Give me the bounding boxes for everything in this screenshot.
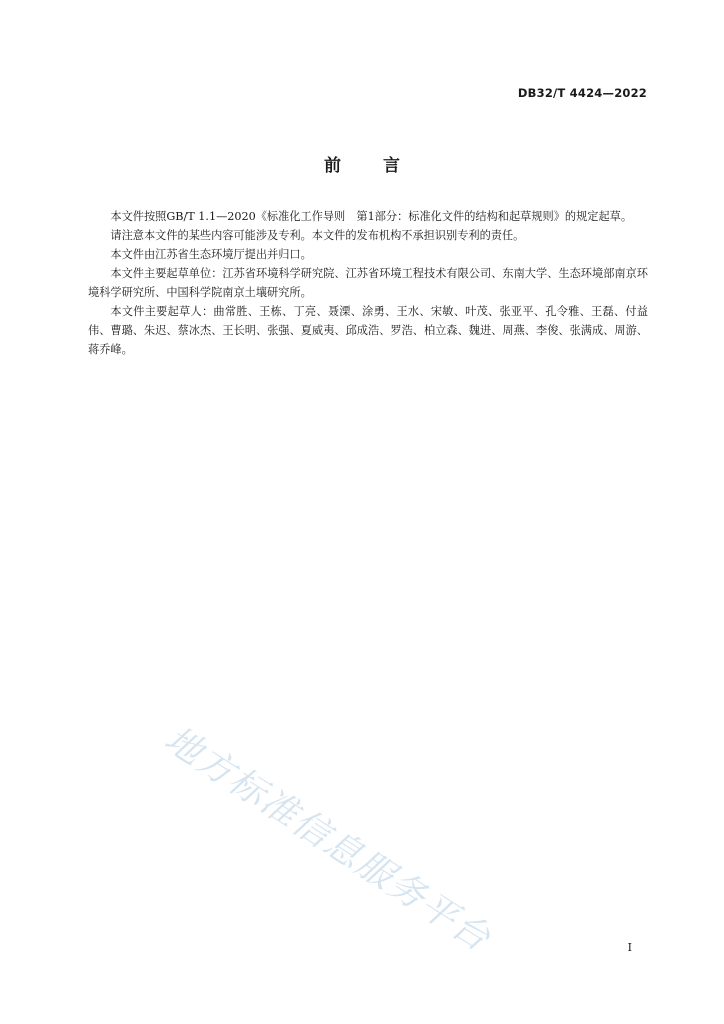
paragraph-drafting-units: 本文件主要起草单位：江苏省环境科学研究院、江苏省环境工程技术有限公司、东南大学、生态环境部南京环境科学研究所、中国科学院南京土壤研究所。 bbox=[88, 267, 648, 299]
foreword-body bbox=[88, 207, 648, 359]
paragraph-proposer: 本文件由江苏省生态环境厅提出并归口。 bbox=[110, 248, 312, 261]
page-number: I bbox=[627, 941, 632, 954]
document-code: DB32/T 4424—2022 bbox=[517, 86, 647, 100]
watermark-text: 地方标准信息服务平台 bbox=[157, 718, 499, 961]
paragraph-drafting-rules: 本文件按照GB/T 1.1—2020《标准化工作导则 第1部分：标准化文件的结构和起草规则》的规定起草。 bbox=[110, 210, 633, 223]
paragraph-drafters: 本文件主要起草人：曲常胜、王栋、丁亮、聂溧、涂勇、王水、宋敏、叶茂、张亚平、孔令雅、王磊、付益伟、曹璐、朱迟、蔡冰杰、王长明、张强、夏威夷、邱成浩、罗浩、柏立森、魏进、周燕、李俊、张满成、周游、蒋乔峰。 bbox=[88, 305, 648, 356]
paragraph-patent-notice: 请注意本文件的某些内容可能涉及专利。本文件的发布机构不承担识别专利的责任。 bbox=[110, 229, 525, 242]
page-title: 前言 bbox=[324, 156, 442, 176]
